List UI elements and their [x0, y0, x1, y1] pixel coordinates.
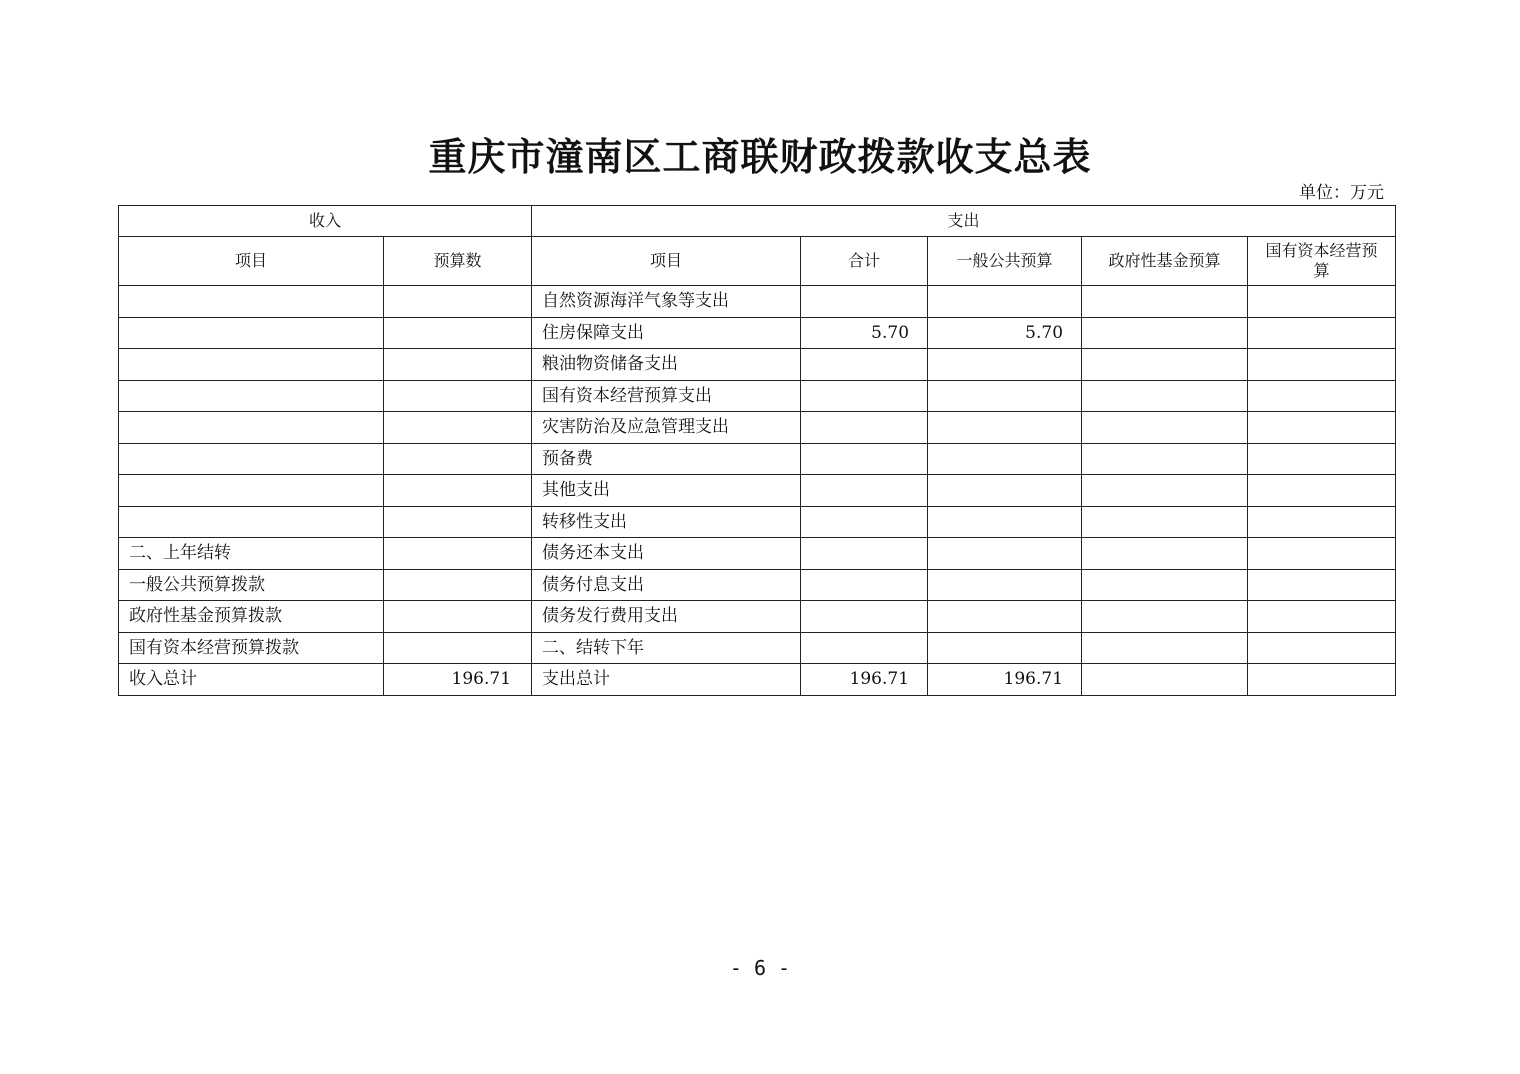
cell-general-public [928, 632, 1082, 664]
table-row [119, 412, 1396, 444]
cell-total [801, 412, 928, 444]
table-row [119, 443, 1396, 475]
cell-total [801, 538, 928, 570]
expense-group-header: 支出 [532, 206, 1396, 237]
cell-gov-fund [1082, 412, 1248, 444]
col-income-item: 项目 [119, 237, 384, 286]
cell-income-budget [384, 317, 532, 349]
cell-general-public [928, 380, 1082, 412]
cell-income-budget [384, 380, 532, 412]
cell-income-item [119, 412, 384, 444]
cell-total [801, 443, 928, 475]
cell-expense-item: 其他支出 [532, 475, 801, 507]
table-row [119, 664, 1396, 696]
cell-state-capital [1248, 349, 1396, 381]
cell-general-public [928, 286, 1082, 318]
cell-state-capital [1248, 506, 1396, 538]
cell-income-item: 国有资本经营预算拨款 [119, 632, 384, 664]
cell-gov-fund [1082, 349, 1248, 381]
cell-expense-item: 转移性支出 [532, 506, 801, 538]
cell-state-capital [1248, 412, 1396, 444]
cell-expense-item: 灾害防治及应急管理支出 [532, 412, 801, 444]
cell-income-item: 二、上年结转 [119, 538, 384, 570]
table-row [119, 601, 1396, 633]
cell-expense-item: 二、结转下年 [532, 632, 801, 664]
cell-income-budget [384, 506, 532, 538]
cell-general-public: 196.71 [928, 664, 1082, 696]
cell-state-capital [1248, 601, 1396, 633]
page-title: 重庆市潼南区工商联财政拨款收支总表 [428, 134, 1092, 179]
cell-general-public [928, 538, 1082, 570]
cell-total [801, 569, 928, 601]
cell-income-item [119, 349, 384, 381]
cell-total: 5.70 [801, 317, 928, 349]
cell-general-public [928, 506, 1082, 538]
cell-expense-item: 债务还本支出 [532, 538, 801, 570]
cell-income-budget: 196.71 [384, 664, 532, 696]
page-number: - 6 - [729, 956, 791, 980]
cell-gov-fund [1082, 380, 1248, 412]
cell-general-public [928, 475, 1082, 507]
cell-gov-fund [1082, 538, 1248, 570]
cell-total [801, 506, 928, 538]
cell-gov-fund [1082, 664, 1248, 696]
cell-gov-fund [1082, 286, 1248, 318]
cell-gov-fund [1082, 632, 1248, 664]
unit-label: 单位：万元 [1299, 183, 1384, 203]
cell-income-budget [384, 349, 532, 381]
cell-income-budget [384, 601, 532, 633]
cell-state-capital [1248, 632, 1396, 664]
cell-state-capital [1248, 664, 1396, 696]
col-income-budget: 预算数 [384, 237, 532, 286]
cell-total: 196.71 [801, 664, 928, 696]
cell-state-capital [1248, 475, 1396, 507]
budget-table [118, 205, 1396, 696]
cell-expense-item: 国有资本经营预算支出 [532, 380, 801, 412]
table-row [119, 569, 1396, 601]
cell-gov-fund [1082, 443, 1248, 475]
cell-expense-item: 粮油物资储备支出 [532, 349, 801, 381]
table-row [119, 286, 1396, 318]
cell-total [801, 380, 928, 412]
cell-income-item [119, 475, 384, 507]
cell-income-budget [384, 632, 532, 664]
cell-total [801, 632, 928, 664]
col-general-public: 一般公共预算 [928, 237, 1082, 286]
cell-income-budget [384, 538, 532, 570]
cell-total [801, 286, 928, 318]
cell-income-budget [384, 286, 532, 318]
column-header-row [119, 237, 1396, 286]
cell-expense-item: 预备费 [532, 443, 801, 475]
cell-income-item: 收入总计 [119, 664, 384, 696]
cell-state-capital [1248, 538, 1396, 570]
cell-income-item [119, 317, 384, 349]
table-row [119, 538, 1396, 570]
col-state-capital: 国有资本经营预算 [1248, 237, 1396, 286]
group-header-row [119, 206, 1396, 237]
table-row [119, 632, 1396, 664]
cell-gov-fund [1082, 506, 1248, 538]
cell-state-capital [1248, 443, 1396, 475]
cell-income-item: 一般公共预算拨款 [119, 569, 384, 601]
cell-expense-item: 自然资源海洋气象等支出 [532, 286, 801, 318]
table-row [119, 317, 1396, 349]
cell-gov-fund [1082, 601, 1248, 633]
cell-gov-fund [1082, 317, 1248, 349]
cell-expense-item: 债务付息支出 [532, 569, 801, 601]
table-row [119, 475, 1396, 507]
cell-general-public: 5.70 [928, 317, 1082, 349]
cell-state-capital [1248, 317, 1396, 349]
cell-gov-fund [1082, 569, 1248, 601]
cell-total [801, 601, 928, 633]
cell-state-capital [1248, 380, 1396, 412]
cell-state-capital [1248, 569, 1396, 601]
cell-income-budget [384, 412, 532, 444]
cell-income-item [119, 380, 384, 412]
income-group-header: 收入 [119, 206, 532, 237]
col-expense-item: 项目 [532, 237, 801, 286]
cell-income-item [119, 286, 384, 318]
cell-general-public [928, 601, 1082, 633]
table-row [119, 380, 1396, 412]
cell-general-public [928, 569, 1082, 601]
cell-state-capital [1248, 286, 1396, 318]
cell-income-budget [384, 475, 532, 507]
cell-general-public [928, 412, 1082, 444]
cell-income-item: 政府性基金预算拨款 [119, 601, 384, 633]
table-row [119, 349, 1396, 381]
col-gov-fund: 政府性基金预算 [1082, 237, 1248, 286]
cell-income-item [119, 506, 384, 538]
cell-income-budget [384, 443, 532, 475]
cell-gov-fund [1082, 475, 1248, 507]
cell-general-public [928, 443, 1082, 475]
table-body [119, 286, 1396, 696]
cell-general-public [928, 349, 1082, 381]
cell-total [801, 475, 928, 507]
col-total: 合计 [801, 237, 928, 286]
cell-income-item [119, 443, 384, 475]
cell-expense-item: 支出总计 [532, 664, 801, 696]
cell-expense-item: 住房保障支出 [532, 317, 801, 349]
cell-total [801, 349, 928, 381]
cell-income-budget [384, 569, 532, 601]
table-row [119, 506, 1396, 538]
cell-expense-item: 债务发行费用支出 [532, 601, 801, 633]
